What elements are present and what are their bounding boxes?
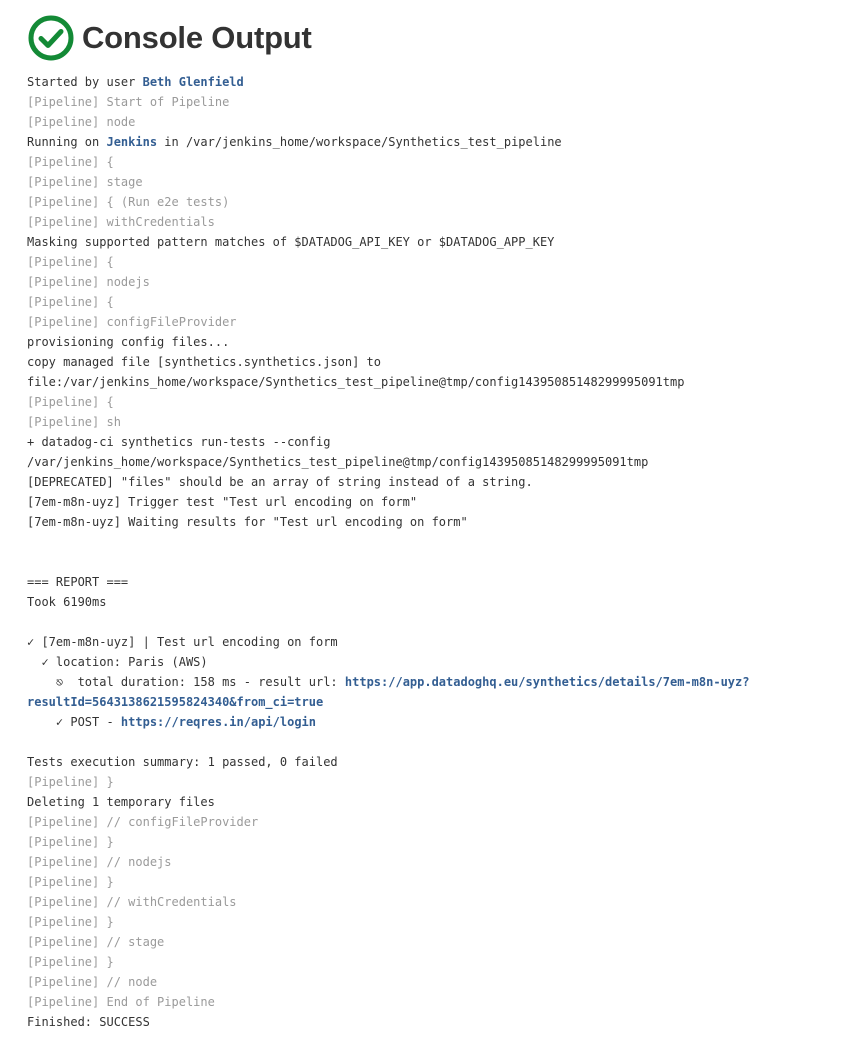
- pipeline-line: [Pipeline] sh: [27, 415, 121, 429]
- finished-status-line: Finished: SUCCESS: [27, 1015, 150, 1029]
- summary-line: Tests execution summary: 1 passed, 0 failed: [27, 755, 338, 769]
- blank-line: [27, 532, 837, 552]
- success-check-icon: [28, 15, 74, 61]
- console-line: file:/var/jenkins_home/workspace/Synthetics_test_pipeline@tmp/config14395085148299995091tmp: [27, 375, 685, 389]
- pipeline-line: [Pipeline] Start of Pipeline: [27, 95, 230, 109]
- post-step-line: [27, 712, 837, 732]
- workspace-path-text: in /var/jenkins_home/workspace/Synthetics_test_pipeline: [157, 135, 562, 149]
- pipeline-line: [Pipeline] {: [27, 255, 114, 269]
- pipeline-line: [Pipeline] // withCredentials: [27, 895, 237, 909]
- agent-link[interactable]: Jenkins: [106, 135, 158, 149]
- pipeline-line: [Pipeline] node: [27, 115, 136, 129]
- pipeline-line: [Pipeline] // stage: [27, 935, 165, 949]
- pipeline-line: [Pipeline] End of Pipeline: [27, 995, 215, 1009]
- post-url-link[interactable]: https://reqres.in/api/login: [120, 715, 316, 729]
- console-line: [27, 72, 837, 92]
- console-line: [27, 132, 837, 152]
- console-output: [27, 72, 837, 1032]
- location-line: ✓ location: Paris (AWS): [27, 655, 208, 669]
- pipeline-line: [Pipeline] }: [27, 915, 114, 929]
- blank-line: [27, 612, 837, 632]
- pipeline-line: [Pipeline] }: [27, 835, 114, 849]
- duration-line-wrap: [27, 692, 837, 712]
- pipeline-line: [Pipeline] nodejs: [27, 275, 150, 289]
- page-title: Console Output: [82, 20, 312, 55]
- user-link[interactable]: Beth Glenfield: [142, 75, 244, 89]
- pipeline-line: [Pipeline] // nodejs: [27, 855, 172, 869]
- console-line: [7em-m8n-uyz] Trigger test "Test url encoding on form": [27, 495, 418, 509]
- blank-line: [27, 732, 837, 752]
- result-url-link[interactable]: https://app.datadoghq.eu/synthetics/details/7em-m8n-uyz?: [344, 675, 750, 689]
- pipeline-line: [Pipeline] stage: [27, 175, 143, 189]
- console-line: provisioning config files...: [27, 335, 230, 349]
- page-header: [28, 15, 312, 61]
- report-heading: === REPORT ===: [27, 575, 129, 589]
- duration-line: [27, 672, 837, 692]
- blank-line: [27, 552, 837, 572]
- pipeline-line: [Pipeline] }: [27, 875, 114, 889]
- console-line: [DEPRECATED] "files" should be an array of string instead of a string.: [27, 475, 533, 489]
- console-line: Deleting 1 temporary files: [27, 795, 215, 809]
- duration-text: ⎋ total duration: 158 ms - result url:: [27, 675, 345, 689]
- pipeline-line: [Pipeline] }: [27, 955, 114, 969]
- pipeline-line: [Pipeline] {: [27, 295, 114, 309]
- console-line: copy managed file [synthetics.synthetics.json] to: [27, 355, 382, 369]
- post-step-text: ✓ POST -: [27, 715, 121, 729]
- console-line: /var/jenkins_home/workspace/Synthetics_test_pipeline@tmp/config14395085148299995091tmp: [27, 455, 649, 469]
- pipeline-line: [Pipeline] // configFileProvider: [27, 815, 259, 829]
- pipeline-line: [Pipeline] configFileProvider: [27, 315, 237, 329]
- started-by-text: Started by user: [27, 75, 143, 89]
- test-result-line: ✓ [7em-m8n-uyz] | Test url encoding on form: [27, 635, 338, 649]
- console-line: + datadog-ci synthetics run-tests --config: [27, 435, 331, 449]
- pipeline-line: [Pipeline] withCredentials: [27, 215, 215, 229]
- pipeline-line: [Pipeline] {: [27, 155, 114, 169]
- pipeline-line: [Pipeline] { (Run e2e tests): [27, 195, 230, 209]
- console-line: [7em-m8n-uyz] Waiting results for "Test url encoding on form": [27, 515, 468, 529]
- console-line: Masking supported pattern matches of $DATADOG_API_KEY or $DATADOG_APP_KEY: [27, 235, 555, 249]
- pipeline-line: [Pipeline] {: [27, 395, 114, 409]
- pipeline-line: [Pipeline] }: [27, 775, 114, 789]
- console-line: Took 6190ms: [27, 595, 107, 609]
- pipeline-line: [Pipeline] // node: [27, 975, 158, 989]
- result-url-link-continued[interactable]: resultId=5643138621595824340&from_ci=true: [27, 695, 324, 709]
- running-on-text: Running on: [27, 135, 107, 149]
